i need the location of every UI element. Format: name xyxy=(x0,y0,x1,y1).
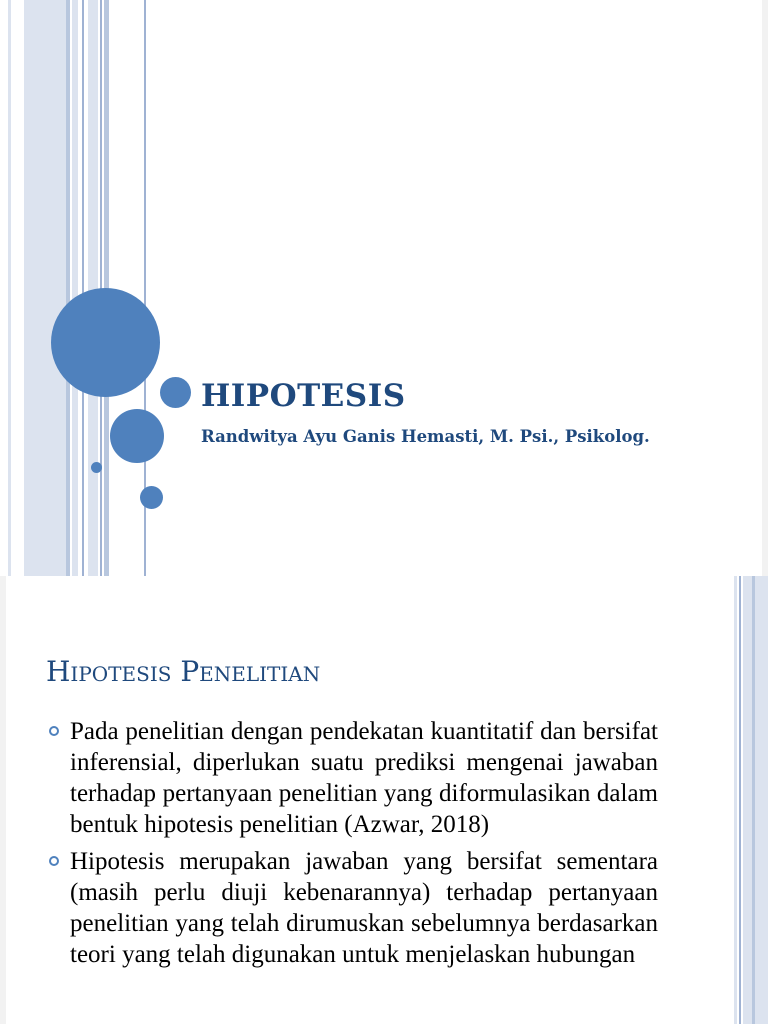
decor-stripe xyxy=(0,576,6,1024)
decor-stripe xyxy=(8,0,11,576)
slide-subtitle: Randwitya Ayu Ganis Hemasti, M. Psi., Psikolog. xyxy=(201,427,650,446)
list-item xyxy=(46,716,658,840)
bullet-icon xyxy=(49,726,59,736)
decor-circle-small xyxy=(160,377,191,408)
decor-circle-dot xyxy=(91,462,102,473)
bullet-text: Hipotesis merupakan jawaban yang bersifat sementara (masih perlu diuji kebenarannya) terhadap pertanyaan penelitian yang telah dirumuskan sebelumnya berdasarkan teori yang telah digunakan untuk menjelaskan hubungan xyxy=(70,848,658,968)
decor-stripe xyxy=(82,0,84,576)
decor-stripe xyxy=(66,0,70,576)
decor-circle-small xyxy=(140,486,163,509)
decor-circle-large xyxy=(51,288,160,397)
decor-stripe xyxy=(743,576,768,1024)
list-item xyxy=(46,846,658,970)
slide-title: HIPOTESIS xyxy=(201,378,406,414)
bullet-text: Pada penelitian dengan pendekatan kuantitatif dan bersifat inferensial, diperlukan suatu prediksi mengenai jawaban terhadap pertanyaan penelitian yang diformulasikan dalam bentuk hipotesis penelitian (Azwar, 2018) xyxy=(70,718,658,838)
decor-stripe xyxy=(739,576,741,1024)
bullet-list xyxy=(46,716,658,976)
decor-circle-medium xyxy=(110,409,164,463)
decor-stripe xyxy=(24,0,66,576)
decor-stripe xyxy=(762,0,768,576)
slide-title: Hipotesis Penelitian xyxy=(46,655,321,688)
decor-stripe xyxy=(734,576,737,1024)
bullet-icon xyxy=(49,856,59,866)
decor-stripe xyxy=(72,0,78,576)
decor-stripe xyxy=(752,576,755,1024)
